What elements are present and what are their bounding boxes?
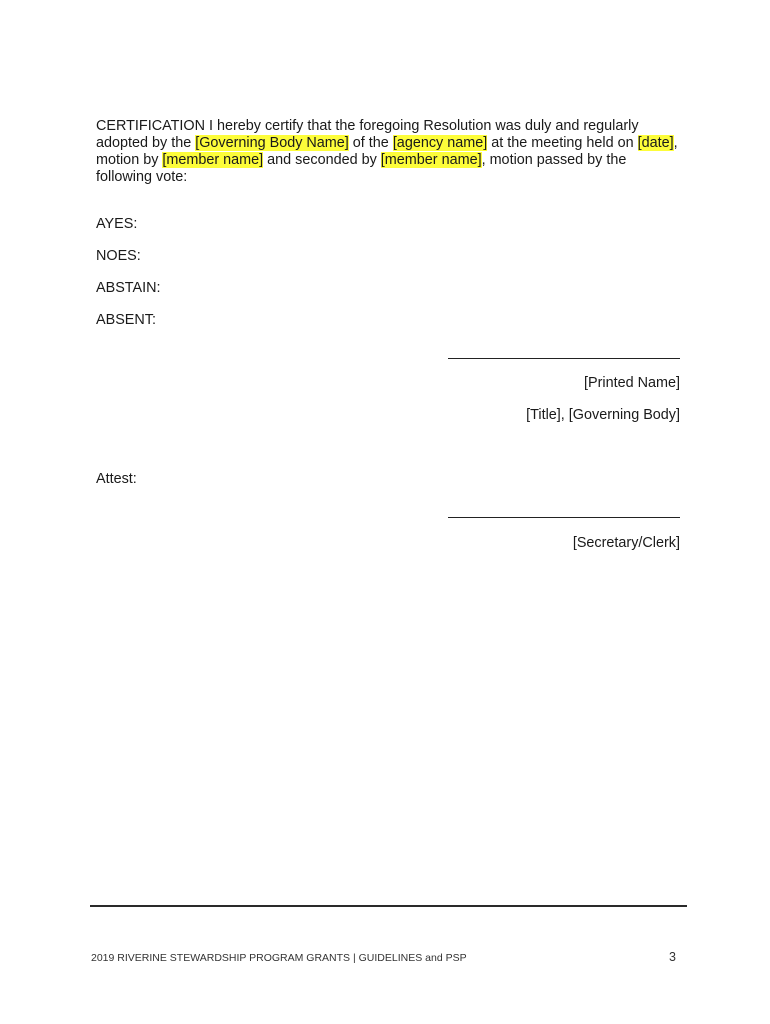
attest-signature-line xyxy=(448,517,680,518)
signature-line xyxy=(448,358,680,359)
certification-text: of the xyxy=(348,135,393,151)
noes-label: NOES: xyxy=(96,248,141,264)
footer-text: 2019 RIVERINE STEWARDSHIP PROGRAM GRANTS | GUIDELINES and PSP xyxy=(91,952,467,964)
attest-label: Attest: xyxy=(96,471,137,487)
absent-label: ABSENT: xyxy=(96,312,156,328)
certification-text: , motion by xyxy=(96,135,678,168)
governing-body-name-placeholder: [Governing Body Name] xyxy=(195,135,349,151)
secretary-clerk-label: [Secretary/Clerk] xyxy=(572,535,680,551)
certification-text: and seconded by xyxy=(263,152,381,168)
certification-text: , motion passed by the following vote: xyxy=(96,152,627,185)
printed-name-label: [Printed Name] xyxy=(584,375,680,391)
page-number: 3 xyxy=(669,950,676,964)
title-governing-body-label: [Title], [Governing Body] xyxy=(526,407,680,423)
certification-text: at the meeting held on xyxy=(487,135,638,151)
abstain-label: ABSTAIN: xyxy=(96,280,161,296)
agency-name-placeholder: [agency name] xyxy=(392,135,488,151)
motion-member-name-placeholder: [member name] xyxy=(162,152,264,168)
date-placeholder: [date] xyxy=(637,135,674,151)
certification-text: CERTIFICATION I hereby certify that the foregoing Resolution was duly and regularly adopted by the xyxy=(96,118,639,151)
seconded-member-name-placeholder: [member name] xyxy=(380,152,482,168)
footer-divider xyxy=(90,905,687,907)
certification-paragraph xyxy=(96,118,686,186)
ayes-label: AYES: xyxy=(96,216,138,232)
